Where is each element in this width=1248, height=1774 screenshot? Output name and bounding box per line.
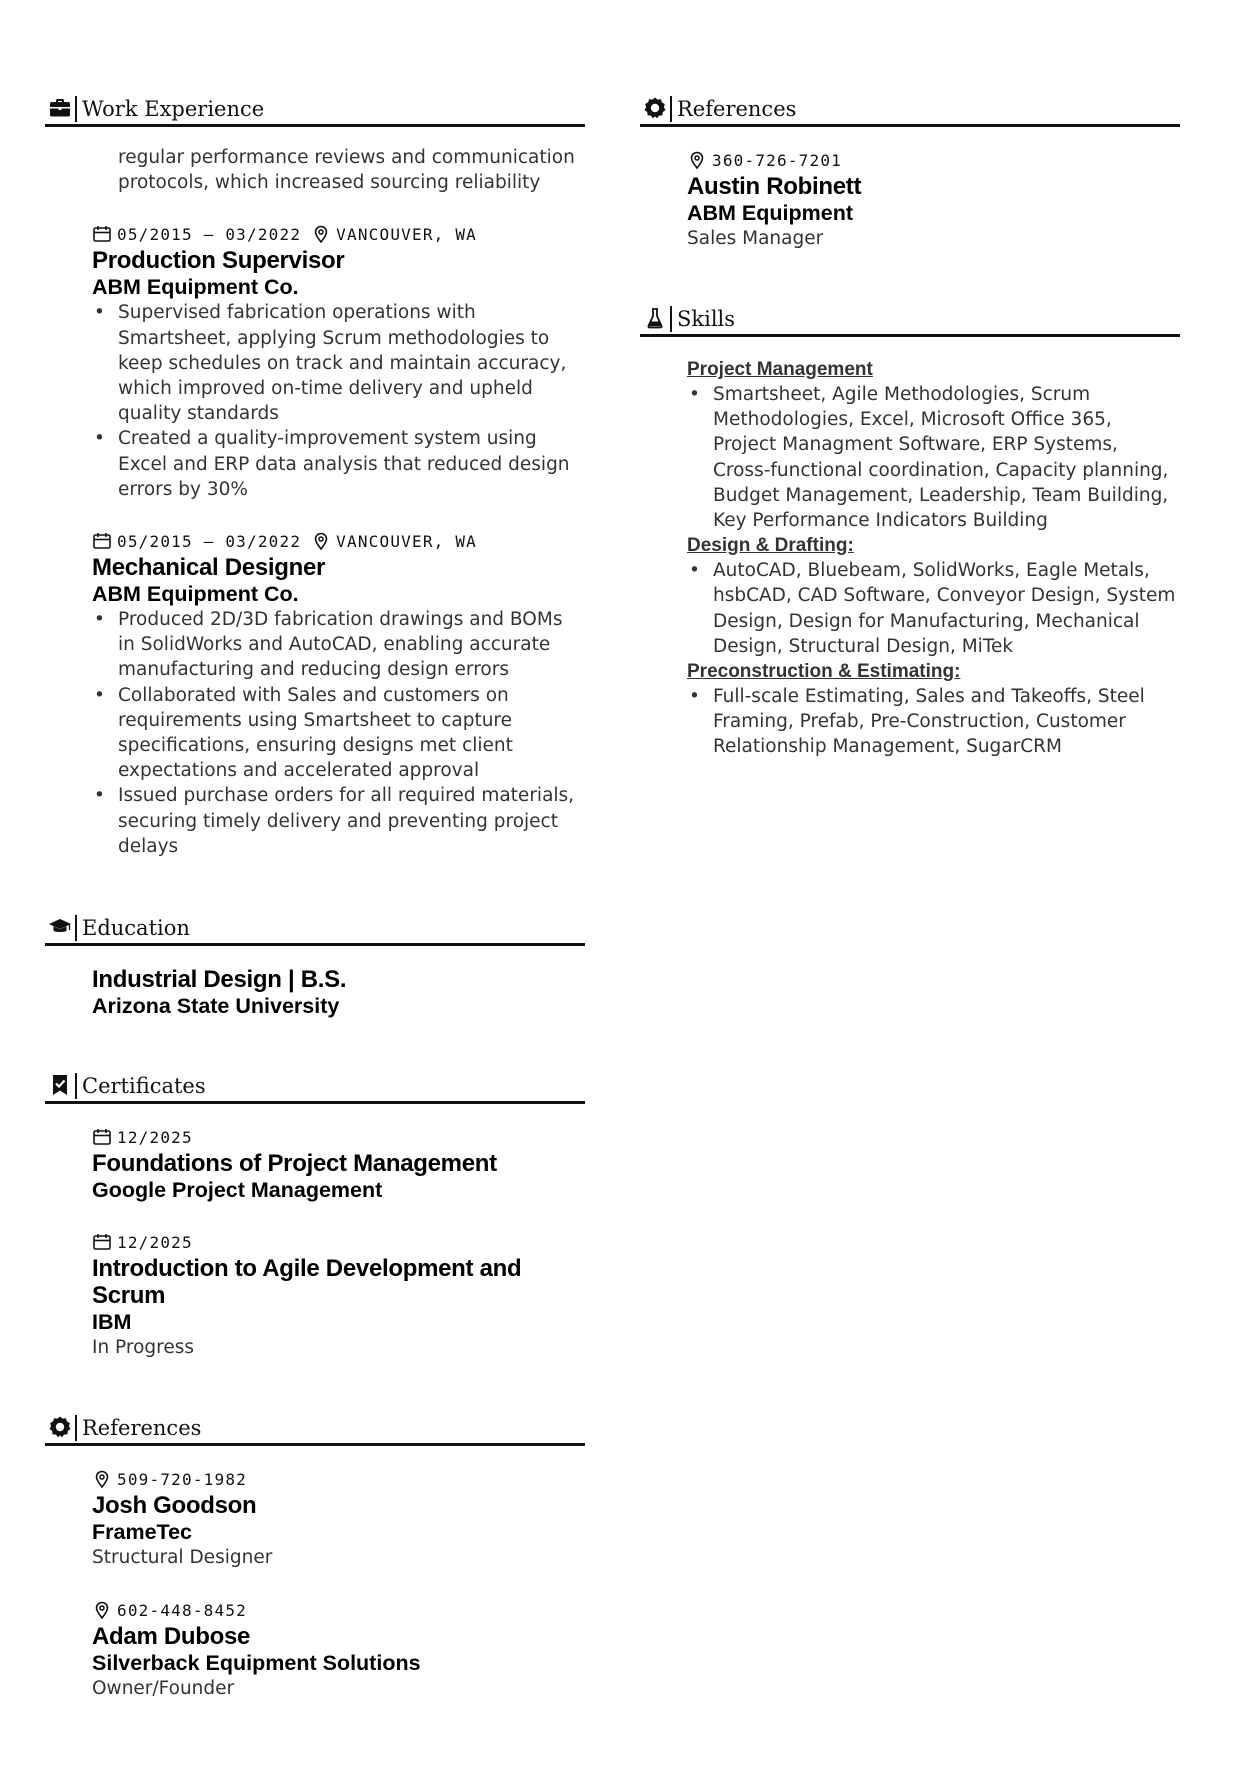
skill-category-title: Project Management [687,359,873,380]
job-continuation [92,145,585,195]
section-title: References [75,1415,201,1441]
job-bullet: • Supervised fabrication operations with Smartsheet, applying Scrum methodologies to keep schedules on track and maintain accuracy, which improved on-time delivery and upheld quality standards [92,300,585,426]
section-title: Education [75,915,190,941]
section-title: Skills [670,306,735,332]
map-pin-icon [687,150,707,170]
references-section [45,1409,585,1702]
degree: Industrial Design | B.S. [92,966,347,994]
right-column [640,90,1180,800]
reference-name: Adam Dubose [92,1623,251,1651]
certificate-status: In Progress [92,1337,195,1359]
reference-company: FrameTec [92,1520,192,1545]
section-header [45,1409,585,1446]
job-bullets [92,607,585,859]
certificate-issuer: Google Project Management [92,1178,383,1203]
reference-phone: 509-720-1982 [117,1469,247,1489]
reference-meta [687,147,1180,173]
reference-company: Silverback Equipment Solutions [92,1651,421,1676]
reference-company: ABM Equipment [687,201,854,225]
reference-meta [92,1597,585,1623]
job-entry [92,528,585,859]
job-bullet: • Issued purchase orders for all required materials, securing timely delivery and preventing project delays [92,783,585,859]
job-title: Mechanical Designer [92,554,326,582]
calendar-icon [92,224,112,244]
reference-name: Austin Robinett [687,173,862,200]
skill-category-title: Design & Drafting: [687,535,854,557]
continued-text: regular performance reviews and communication protocols, which increased sourcing reliability [118,147,575,194]
job-location: VANCOUVER, WA [336,224,477,244]
flask-icon [640,304,670,332]
reference-entry [92,1597,585,1702]
education-entries [45,946,585,1019]
job-location: VANCOUVER, WA [336,531,477,551]
reference-meta [92,1466,585,1492]
job-meta [92,528,585,554]
certificate-entry [92,1124,585,1203]
left-column [45,90,585,1742]
certificates-section [45,1067,585,1361]
section-header [45,1067,585,1104]
skill-item: • AutoCAD, Bluebeam, SolidWorks, Eagle Metals, hsbCAD, CAD Software, Conveyor Design, System Design, Design for Manufacturing, Mechanical Design, Structural Design, MiTek [687,558,1180,659]
map-pin-icon [311,531,331,551]
job-dates: 05/2015 – 03/2022 [117,224,302,244]
bookmark-check-icon [45,1071,75,1099]
reference-entry [687,147,1180,252]
calendar-icon [92,531,112,551]
graduation-cap-icon [45,913,75,941]
certificate-issuer: IBM [92,1310,132,1335]
section-title: Work Experience [75,96,264,122]
skill-item: • Full-scale Estimating, Sales and Takeoffs, Steel Framing, Prefab, Pre-Construction, Customer Relationship Management, SugarCRM [687,684,1180,760]
job-meta [92,221,585,247]
certificate-name: Introduction to Agile Development and Scrum [92,1255,522,1310]
reference-phone: 602-448-8452 [117,1600,247,1620]
reference-role: Owner/Founder [92,1678,235,1700]
certificate-entries [45,1104,585,1361]
section-title: Certificates [75,1073,206,1099]
certificate-meta [92,1229,585,1255]
map-pin-icon [311,224,331,244]
certificate-name: Foundations of Project Management [92,1150,497,1178]
job-bullet: • Produced 2D/3D fabrication drawings and BOMs in SolidWorks and AutoCAD, enabling accurate manufacturing and reducing design errors [92,607,585,683]
reference-name: Josh Goodson [92,1492,257,1520]
reference-role: Structural Designer [92,1547,273,1569]
skills-section [640,300,1180,760]
section-title: References [670,96,796,122]
work-experience-section [45,90,585,859]
job-bullet: • Collaborated with Sales and customers on requirements using Smartsheet to capture specifications, ensuring designs met client expectations and accelerated approval [92,683,585,784]
skill-list [687,558,1180,659]
skill-list [687,684,1180,760]
job-bullets [92,300,585,502]
skills-entries [640,337,1180,760]
section-header [45,909,585,946]
section-header [45,90,585,127]
reference-role: Sales Manager [687,228,824,249]
certificate-date: 12/2025 [117,1232,193,1252]
section-header [640,90,1180,127]
certificate-entry [92,1229,585,1361]
calendar-icon [92,1232,112,1252]
school: Arizona State University [92,994,340,1019]
map-pin-icon [92,1600,112,1620]
job-entry [92,221,585,502]
job-company: ABM Equipment Co. [92,582,299,607]
job-bullet: • Created a quality-improvement system using Excel and ERP data analysis that reduced design errors by 30% [92,426,585,502]
references-section [640,90,1180,252]
briefcase-icon [45,94,75,122]
section-header [640,300,1180,337]
reference-entries [640,127,1180,252]
skill-item: • Smartsheet, Agile Methodologies, Scrum Methodologies, Excel, Microsoft Office 365, Project Managment Software, ERP Systems, Cross-functional coordination, Capacity planning, Budget Management, Leadership, Team Building, Key Performance Indicators Building [687,382,1180,533]
job-company: ABM Equipment Co. [92,275,299,300]
map-pin-icon [92,1469,112,1489]
certificate-date: 12/2025 [117,1127,193,1147]
reference-entries [45,1446,585,1702]
work-entries [45,127,585,859]
skill-category-title: Preconstruction & Estimating: [687,661,961,683]
job-title: Production Supervisor [92,247,345,275]
badge-gear-icon [640,94,670,122]
reference-phone: 360-726-7201 [712,150,842,170]
skill-list [687,382,1180,533]
calendar-icon [92,1127,112,1147]
badge-gear-icon [45,1413,75,1441]
education-section [45,909,585,1019]
certificate-meta [92,1124,585,1150]
job-dates: 05/2015 – 03/2022 [117,531,302,551]
education-entry [92,966,585,1019]
reference-entry [92,1466,585,1571]
